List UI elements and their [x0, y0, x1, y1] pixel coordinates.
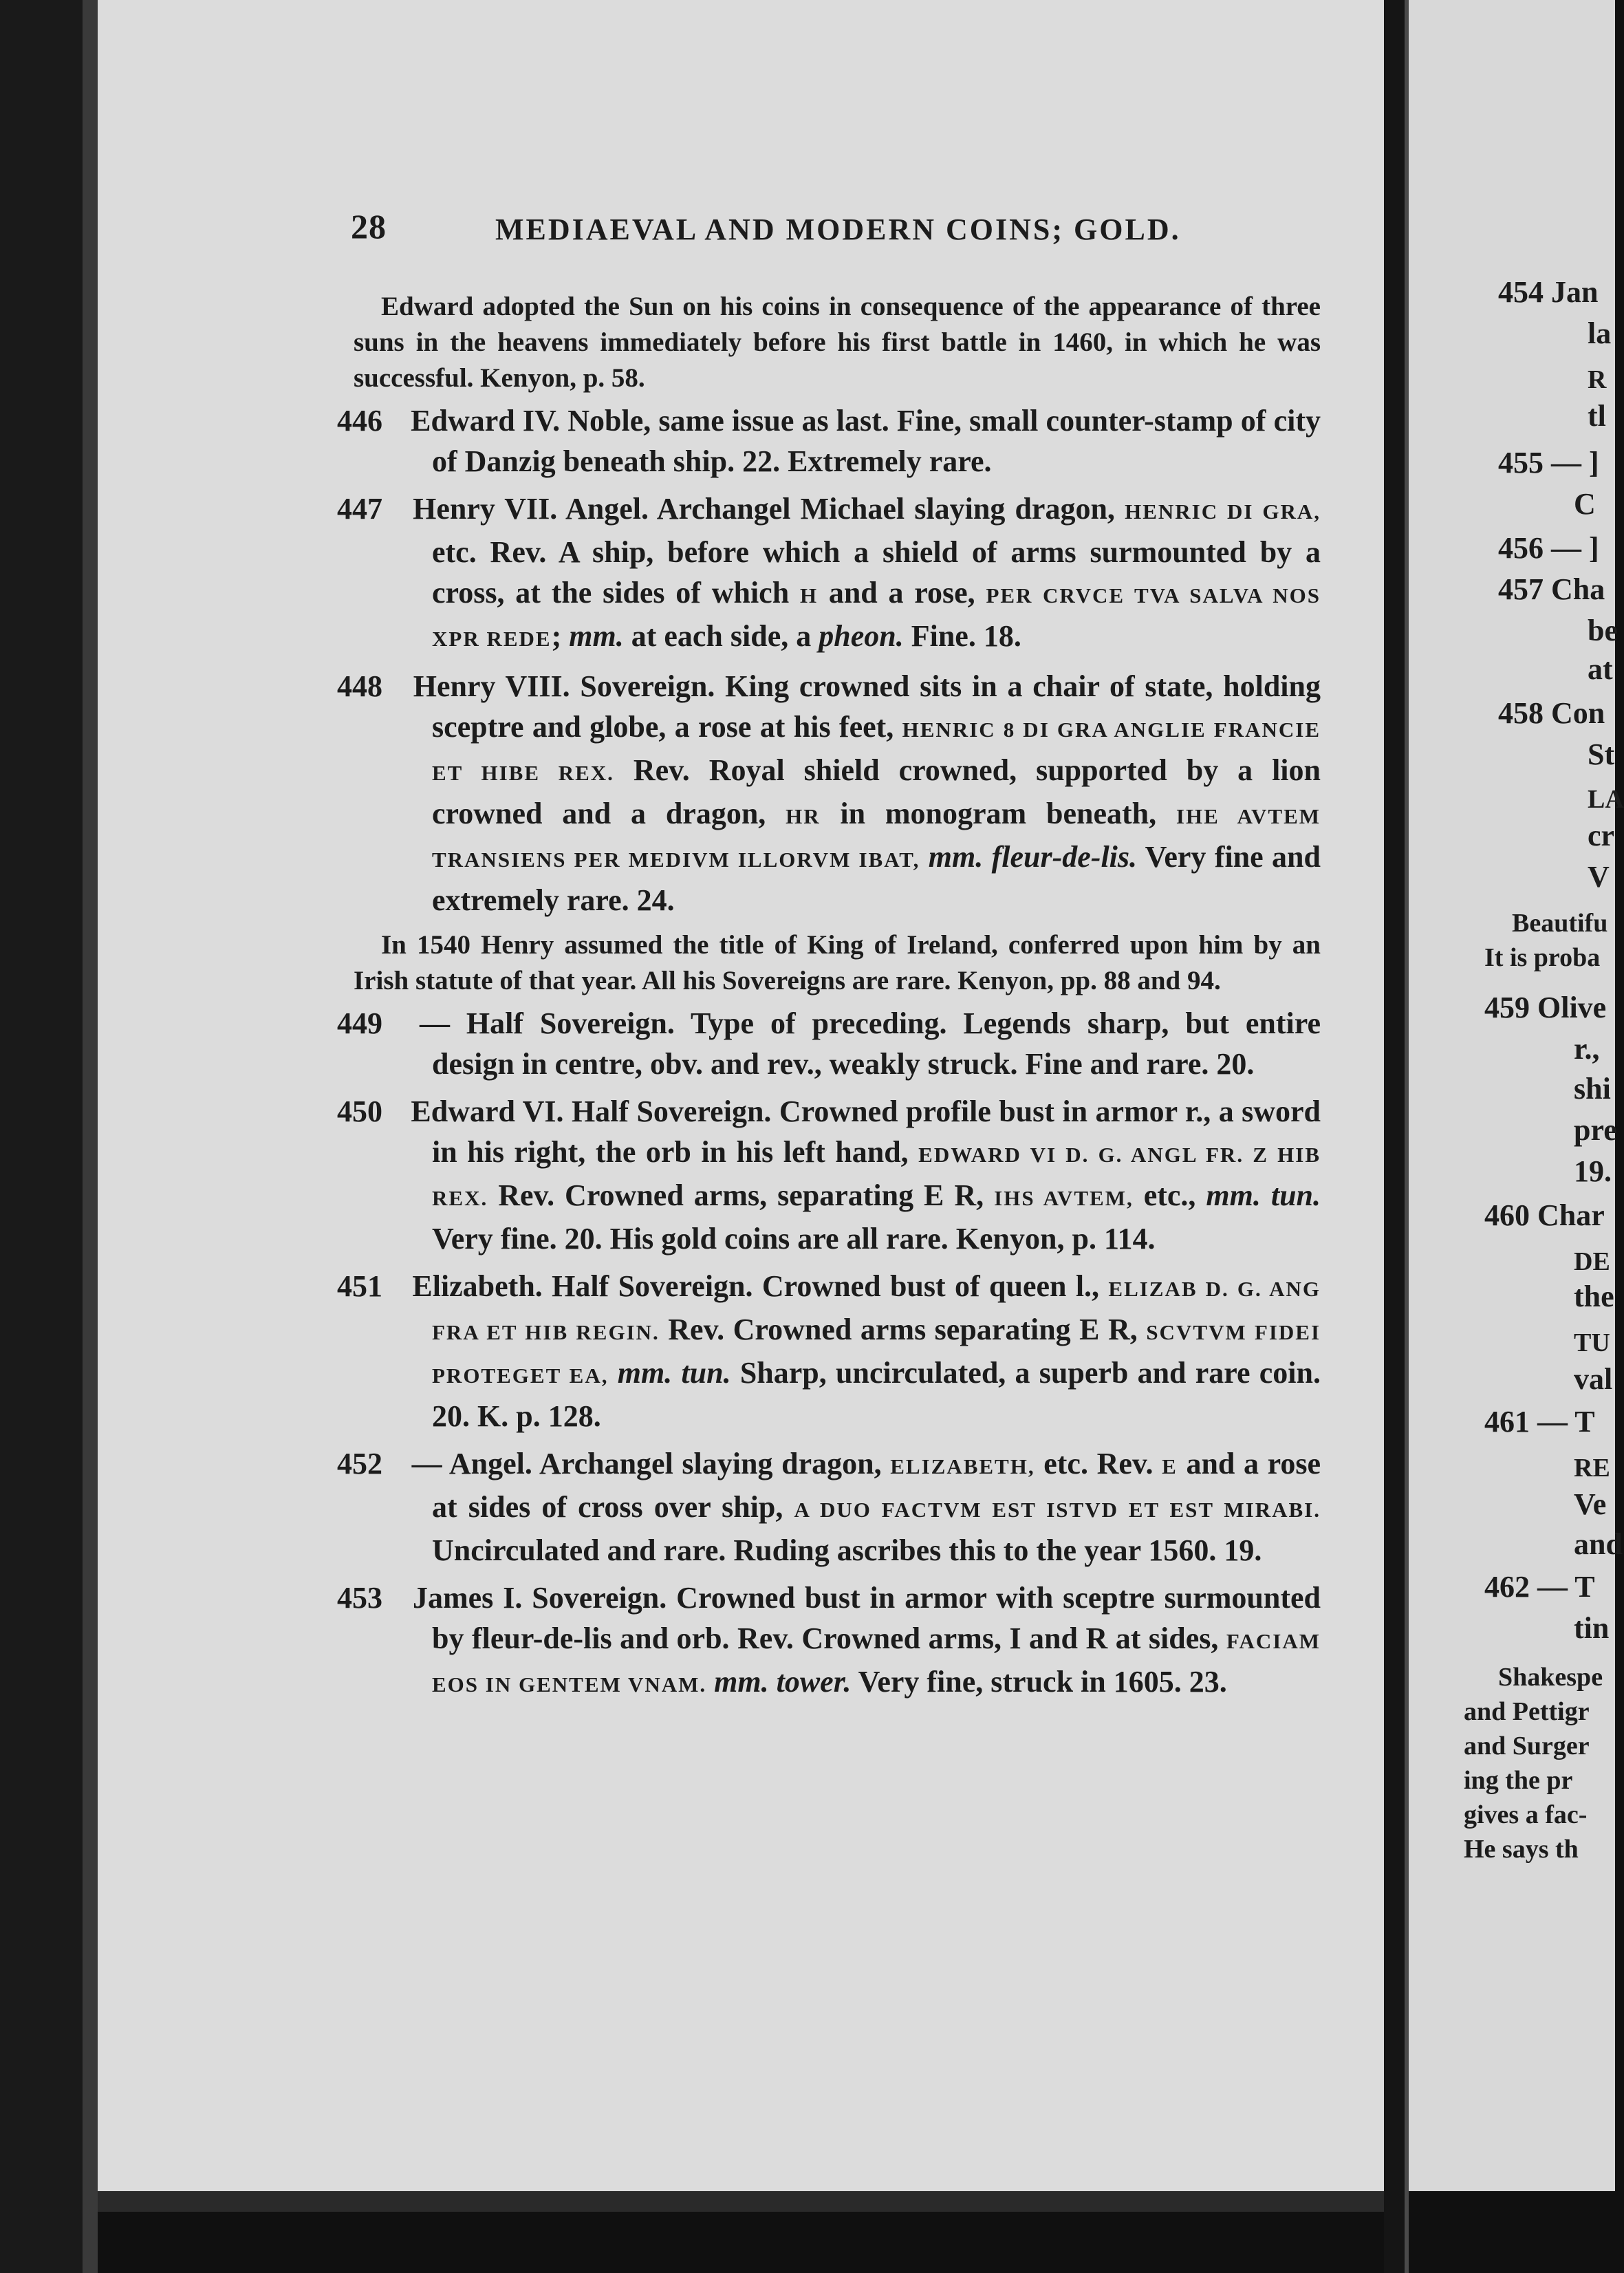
right-fragment-line: r., [1574, 1032, 1600, 1066]
legend-text: HENRIC DI GRA, [1125, 499, 1321, 524]
right-fragment-line: Shakespe [1498, 1663, 1603, 1692]
legend-text: A DUO FACTVM EST ISTVD ET EST MIRABI. [794, 1498, 1321, 1522]
entry-text: Henry VII. Angel. Archangel Michael slaying dragon, [413, 492, 1115, 526]
right-fragment-line: He says th [1464, 1835, 1579, 1864]
right-fragment-line: 462 — T [1484, 1570, 1595, 1604]
legend-text: ELIZAB D. G. ANG FRA ET HIB REGIN. [432, 1277, 1321, 1344]
right-fragment-line: 456 — ] [1498, 531, 1599, 565]
page-body [337, 289, 1321, 1712]
legend-text: IHE AVTEM TRANSIENS PER MEDIVM ILLORVM IBAT, [432, 804, 1321, 872]
right-fragment-line: and Pettigr [1464, 1697, 1590, 1726]
right-fragment-line: St [1588, 737, 1615, 771]
entry-number: 450 [337, 1095, 382, 1128]
right-fragment-line: ing the pr [1464, 1766, 1573, 1795]
right-fragment-line: 458 Con [1498, 696, 1605, 730]
legend-text: PER CRVCE TVA SALVA NOS XPR REDE [432, 583, 1321, 651]
right-fragment-line: and [1574, 1527, 1623, 1561]
legend-text: FACIAM EOS IN GENTEM VNAM. [432, 1629, 1321, 1696]
legend-text: ELIZABETH, [890, 1454, 1035, 1478]
right-fragment-line: at [1588, 652, 1613, 686]
page-bottom-shadow [98, 2191, 1405, 2212]
right-fragment-line: 455 — ] [1498, 446, 1599, 480]
right-fragment-line: gives a fac- [1464, 1800, 1588, 1829]
entry-text: and a rose at sides of cross over ship, [432, 1447, 1321, 1524]
legend-text: H [799, 583, 819, 607]
entry-text: Rev. Crowned arms separating E R, [668, 1313, 1138, 1346]
right-fragment-line: 19. [1574, 1154, 1612, 1188]
right-fragment-line: It is proba [1484, 943, 1601, 972]
right-fragment-line: pre [1574, 1113, 1617, 1147]
mintmark-text: mm. tun. [617, 1356, 731, 1390]
entry-text: Rev. Royal shield crowned, supported by a lion crowned and a dragon, [432, 753, 1321, 830]
entry-text: and a rose, [828, 576, 975, 610]
legend-text: HR [786, 804, 821, 828]
entry-448 [337, 666, 1321, 920]
entry-text: James I. Sovereign. Crowned bust in armor with sceptre surmounted by fleur-de-lis and orb. Rev. Crowned arms, I and R at sides, [412, 1581, 1321, 1655]
right-fragment-line: la [1588, 316, 1612, 350]
entry-text: Elizabeth. Half Sovereign. Crowned bust of queen l., [412, 1269, 1100, 1303]
entry-449 [337, 1003, 1321, 1084]
right-fragment-line: tin [1574, 1611, 1610, 1645]
entry-number: 446 [337, 404, 382, 438]
legend-text: HENRIC 8 DI GRA ANGLIE FRANCIE ET HIBE REX. [432, 718, 1321, 785]
entry-number: 448 [337, 669, 382, 703]
entry-text: Rev. Crowned arms, separating E R, [498, 1178, 984, 1212]
entry-text: Very fine. 20. His gold coins are all rare. Kenyon, p. 114. [432, 1222, 1156, 1256]
mintmark-text: mm. tower. [714, 1665, 852, 1699]
right-fragment-line: and Surger [1464, 1732, 1590, 1760]
entry-text: at each side, a [631, 619, 812, 653]
entry-450 [337, 1091, 1321, 1259]
entry-text: — Half Sovereign. Type of preceding. Legends sharp, but entire design in centre, obv. and rev., weakly struck. Fine and rare. 20. [419, 1006, 1321, 1081]
entry-text: — Angel. Archangel slaying dragon, [411, 1447, 882, 1480]
right-fragment-line: 457 Cha [1498, 572, 1605, 606]
entry-text: Henry VIII. Sovereign. King crowned sits in a chair of state, holding sceptre and globe, a rose at his feet, [413, 669, 1321, 744]
entry-number: 449 [337, 1006, 382, 1040]
entry-446 [337, 400, 1321, 482]
right-fragment-line: 454 Jan [1498, 275, 1599, 309]
entry-text: etc. Rev. [1043, 1447, 1154, 1480]
right-fragment-line: C [1574, 487, 1596, 521]
entry-text: Edward VI. Half Sovereign. Crowned profile bust in armor r., a sword in his right, the orb in his left hand, [411, 1095, 1321, 1169]
right-fragment-line: 459 Olive [1484, 991, 1607, 1024]
right-fragment-line: be [1588, 614, 1618, 647]
entry-text: Sharp, uncirculated, a superb and rare coin. 20. K. p. 128. [432, 1356, 1321, 1433]
right-fragment-line: 460 Char [1484, 1198, 1605, 1232]
entry-text: ; [551, 619, 562, 653]
right-page-fragment [1409, 0, 1624, 2191]
mintmark-text: pheon. [819, 619, 904, 653]
book-gutter [1384, 0, 1405, 2273]
page-number: 28 [351, 207, 387, 246]
entry-number: 451 [337, 1269, 382, 1303]
page-header [255, 206, 1376, 255]
legend-text: EDWARD VI D. G. ANGL FR. Z HIB REX. [432, 1143, 1321, 1210]
right-fragment-line: TU [1574, 1328, 1610, 1357]
left-scan-margin [0, 0, 83, 2273]
entry-text: Very fine, struck in 1605. 23. [858, 1665, 1227, 1699]
left-page-edge [83, 0, 98, 2273]
right-fragment-line: Beautifu [1512, 909, 1608, 938]
entry-number: 453 [337, 1581, 382, 1615]
right-fragment-line: LA [1588, 785, 1624, 814]
entry-447 [337, 488, 1321, 659]
left-page [98, 0, 1384, 2191]
legend-text: E [1162, 1454, 1178, 1478]
right-fragment-line: V [1588, 860, 1610, 894]
mintmark-text: mm. tun. [1206, 1178, 1321, 1212]
entry-text: Edward IV. Noble, same issue as last. Fine, small counter-stamp of city of Danzig beneath ship. 22. Extremely rare. [411, 404, 1321, 478]
right-fragment-line: tl [1588, 399, 1606, 433]
entry-text: in monogram beneath, [840, 797, 1157, 830]
entry-text: Very fine and extremely rare. 24. [432, 840, 1321, 917]
running-title: MEDIAEVAL AND MODERN COINS; GOLD. [495, 213, 1181, 246]
right-fragment-line: 461 — T [1484, 1405, 1595, 1439]
right-fragment-line: the [1574, 1280, 1614, 1313]
right-fragment-line: DE [1574, 1247, 1610, 1276]
legend-text: IHS AVTEM, [994, 1186, 1134, 1210]
right-fragment-line: shi [1574, 1072, 1611, 1106]
entry-text: Fine. 18. [911, 619, 1021, 653]
right-fragment-line: R [1588, 365, 1607, 394]
right-fragment-line: Ve [1574, 1487, 1607, 1521]
entry-452 [337, 1443, 1321, 1571]
right-fragment-line: cr [1588, 819, 1615, 852]
mintmark-text: mm. [569, 619, 624, 653]
entry-number: 452 [337, 1447, 382, 1480]
right-fragment-line: RE [1574, 1454, 1610, 1483]
entry-text: etc. Rev. A ship, before which a shield of arms surmounted by a cross, at the sides of which [432, 535, 1321, 610]
entry-text: etc., [1143, 1178, 1196, 1212]
entry-451 [337, 1266, 1321, 1436]
mintmark-text: mm. fleur-de-lis. [928, 840, 1138, 874]
entry-number: 447 [337, 492, 382, 526]
entry-453 [337, 1577, 1321, 1705]
intro-note: Edward adopted the Sun on his coins in consequence of the appearance of three suns in the heavens immediately before his first battle in 1460, in which he was successful. Kenyon, p. 58. [354, 292, 1321, 393]
legend-text: SCVTVM FIDEI PROTEGET EA, [432, 1320, 1321, 1388]
entry-text: Uncirculated and rare. Ruding ascribes this to the year 1560. 19. [432, 1533, 1262, 1567]
right-fragment-line: val [1574, 1362, 1613, 1396]
henry-note: In 1540 Henry assumed the title of King of Ireland, conferred upon him by an Irish statute of that year. All his Sovereigns are rare. Kenyon, pp. 88 and 94. [354, 930, 1321, 995]
